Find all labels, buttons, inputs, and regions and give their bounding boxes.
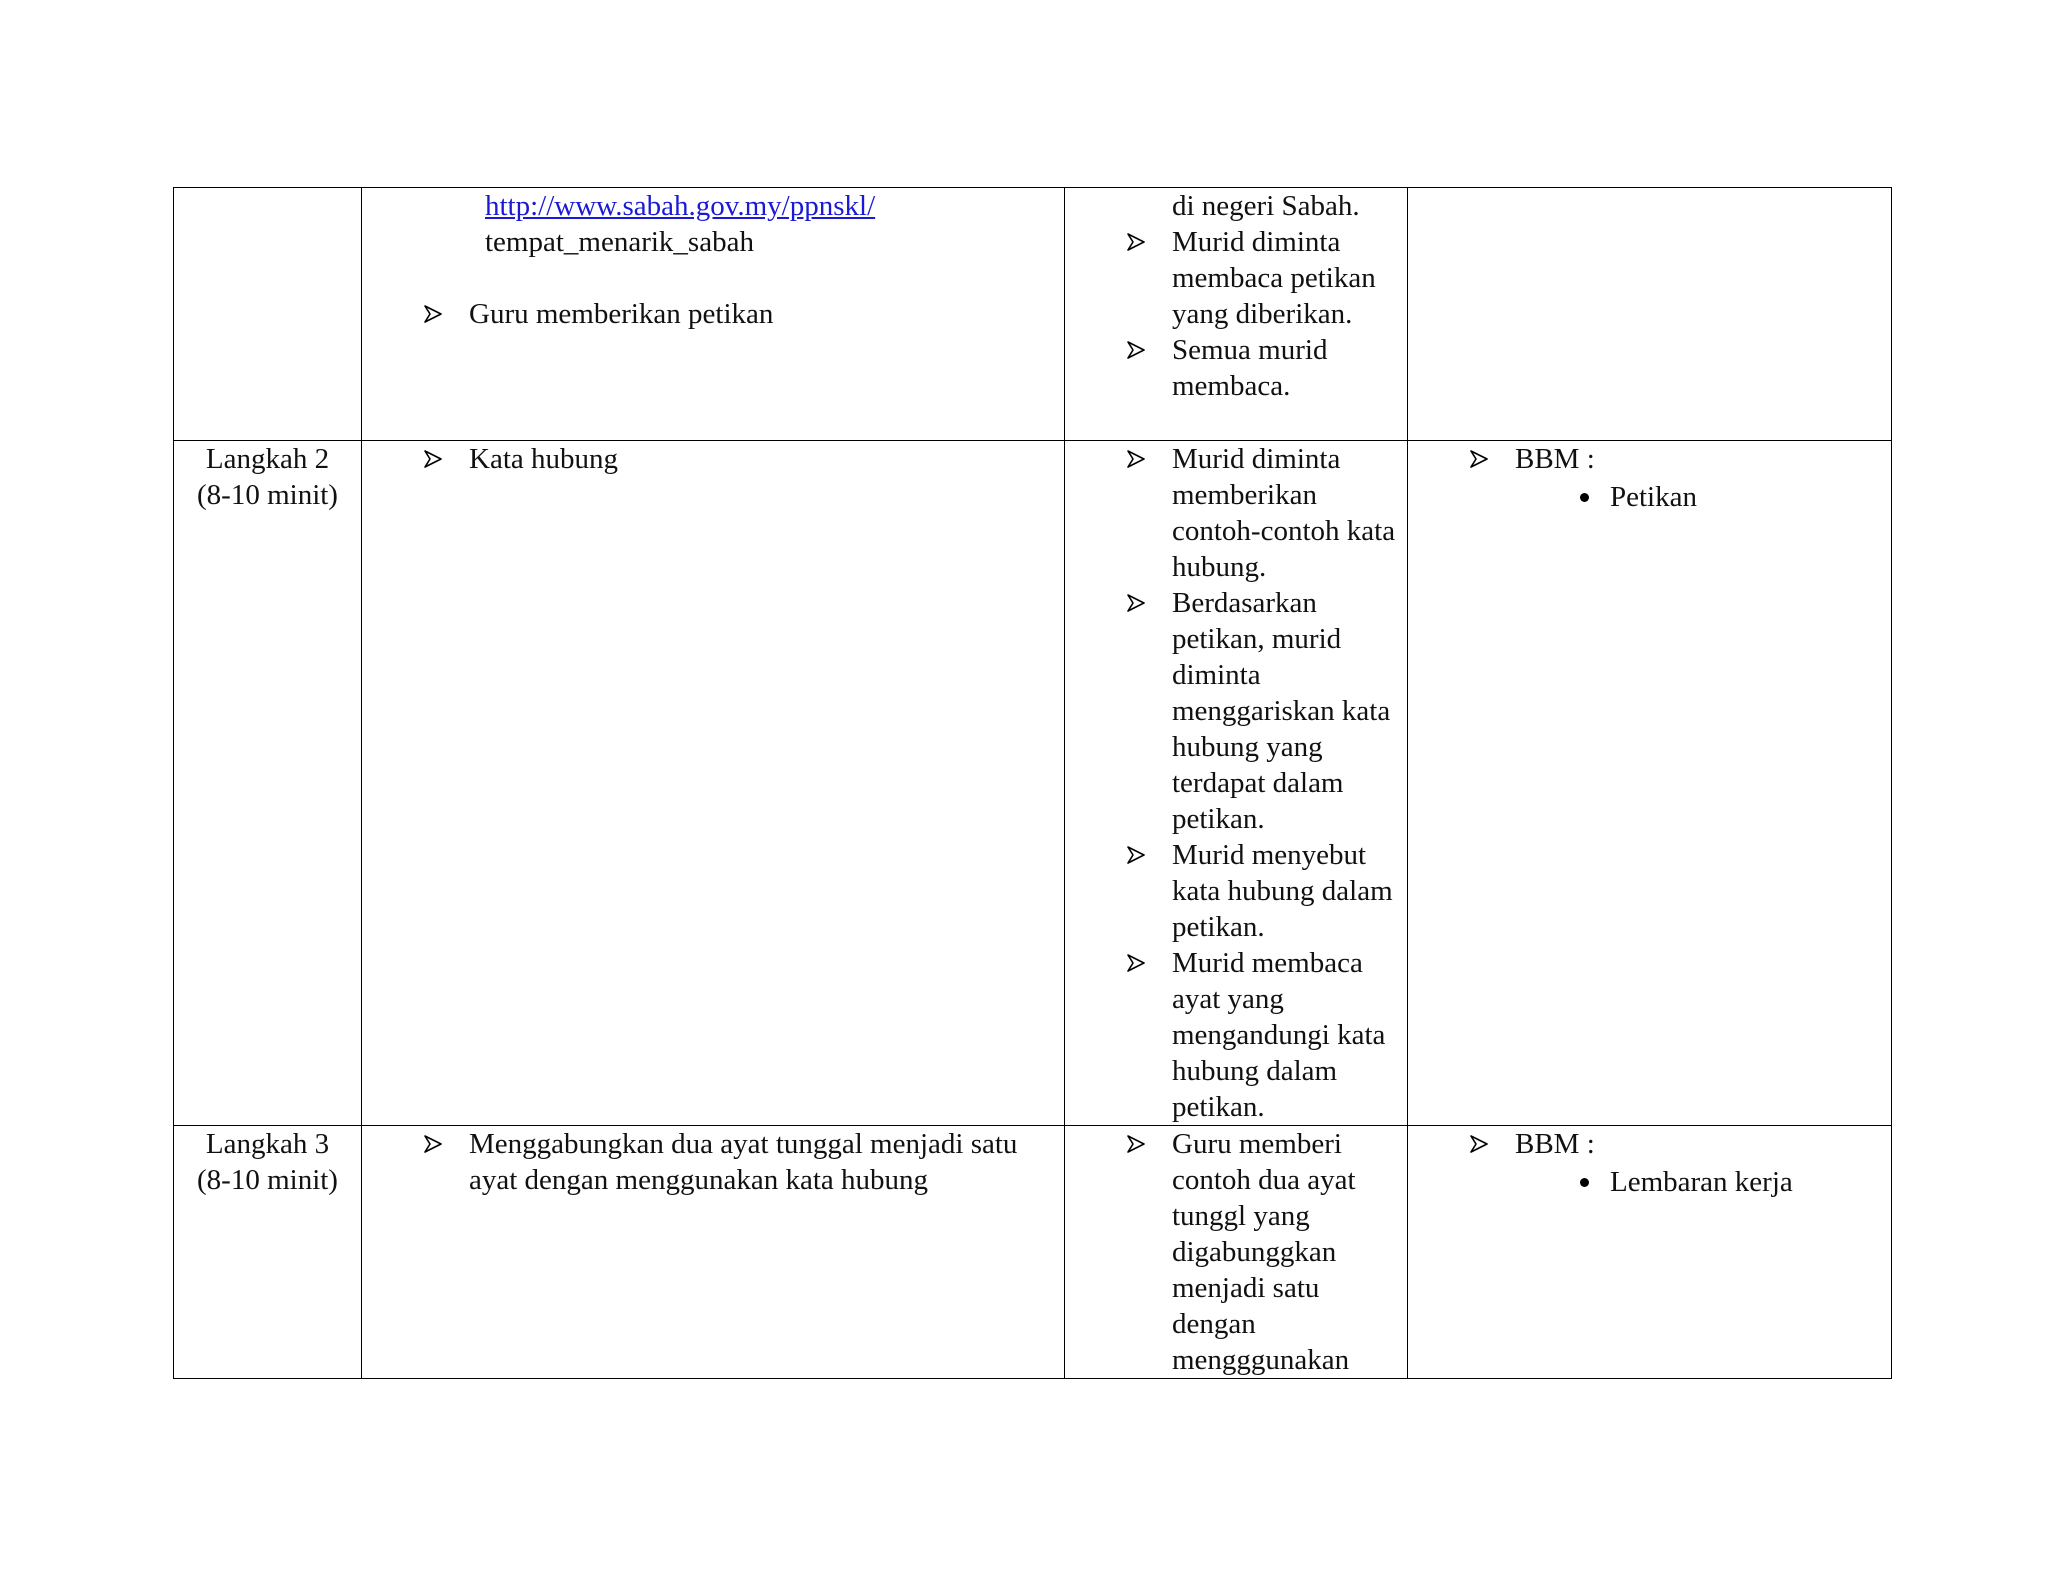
list-item-text: Murid diminta memberikan contoh-contoh kata hubung. (1172, 443, 1396, 583)
list-item (362, 1126, 1064, 1198)
reference-link-continuation: tempat_menarik_sabah (485, 226, 754, 258)
materials-sublist (1408, 1164, 1891, 1200)
list-item-text: Menggabungkan dua ayat tunggal menjadi satu ayat dengan menggunakan kata hubung (469, 1128, 1018, 1196)
arrow-bullet-icon (424, 450, 442, 468)
step-label: Langkah 2 (205, 443, 330, 475)
materials-label: BBM : (1515, 1128, 1595, 1160)
arrow-bullet-icon (1127, 846, 1145, 864)
list-item (1408, 1164, 1891, 1200)
materials-sublist (1408, 479, 1891, 515)
list-item (1065, 945, 1407, 1125)
list-item (1065, 585, 1407, 837)
list-item-text: Murid diminta membaca petikan yang diberikan. (1172, 226, 1376, 330)
student-activity-list (1065, 441, 1407, 1125)
list-item (362, 441, 1064, 477)
list-item (1408, 441, 1891, 477)
arrow-bullet-icon (1127, 594, 1145, 612)
arrow-bullet-icon (1470, 450, 1488, 468)
list-item (1065, 332, 1407, 404)
student-cell (1065, 1126, 1408, 1379)
dot-bullet-icon (1580, 1178, 1589, 1187)
list-item-text: Kata hubung (469, 443, 618, 475)
list-item (1408, 1126, 1891, 1162)
arrow-bullet-icon (1127, 341, 1145, 359)
notes-cell (1408, 1126, 1892, 1379)
list-item-text: Murid membaca ayat yang mengandungi kata hubung dalam petikan. (1172, 947, 1386, 1123)
table-row (174, 441, 1892, 1126)
list-item (1065, 1126, 1407, 1378)
student-cell (1065, 188, 1408, 441)
arrow-bullet-icon (1127, 233, 1145, 251)
materials-item: Lembaran kerja (1610, 1166, 1793, 1198)
list-item-text: Berdasarkan petikan, murid diminta menggariskan kata hubung yang terdapat dalam petikan. (1172, 587, 1391, 835)
arrow-bullet-icon (1127, 450, 1145, 468)
list-item-text: Murid menyebut kata hubung dalam petikan. (1172, 839, 1393, 943)
materials-list (1408, 441, 1891, 477)
continued-text: di negeri Sabah. (1172, 190, 1360, 222)
list-item-text: Semua murid membaca. (1172, 334, 1328, 402)
list-item (1065, 441, 1407, 585)
lesson-plan-table (173, 187, 1892, 1379)
table-row (174, 1126, 1892, 1379)
list-item (1065, 837, 1407, 945)
arrow-bullet-icon (1470, 1135, 1488, 1153)
step-cell (174, 1126, 362, 1379)
list-item (362, 296, 1064, 332)
materials-list (1408, 1126, 1891, 1162)
step-cell (174, 188, 362, 441)
student-cell (1065, 441, 1408, 1126)
list-item-text: Guru memberikan petikan (469, 298, 774, 330)
materials-label: BBM : (1515, 443, 1595, 475)
reference-link[interactable]: http://www.sabah.gov.my/ppnskl/ (485, 190, 876, 222)
student-activity-list (1065, 224, 1407, 404)
arrow-bullet-icon (1127, 954, 1145, 972)
activity-cell (362, 188, 1065, 441)
materials-item: Petikan (1610, 481, 1697, 513)
dot-bullet-icon (1580, 493, 1589, 502)
activity-list (362, 296, 1064, 332)
step-duration: (8-10 minit) (197, 1164, 338, 1196)
list-item-text: Guru memberi contoh dua ayat tunggl yang digabunggkan menjadi satu dengan mengggunakan (1172, 1128, 1356, 1376)
list-item (1408, 479, 1891, 515)
step-duration: (8-10 minit) (197, 479, 338, 511)
table-row (174, 188, 1892, 441)
activity-list (362, 441, 1064, 477)
step-cell (174, 441, 362, 1126)
notes-cell (1408, 188, 1892, 441)
activity-cell (362, 441, 1065, 1126)
activity-list (362, 1126, 1064, 1198)
arrow-bullet-icon (424, 305, 442, 323)
arrow-bullet-icon (1127, 1135, 1145, 1153)
step-label: Langkah 3 (205, 1128, 330, 1160)
activity-cell (362, 1126, 1065, 1379)
list-item (1065, 224, 1407, 332)
arrow-bullet-icon (424, 1135, 442, 1153)
notes-cell (1408, 441, 1892, 1126)
student-activity-list (1065, 1126, 1407, 1378)
